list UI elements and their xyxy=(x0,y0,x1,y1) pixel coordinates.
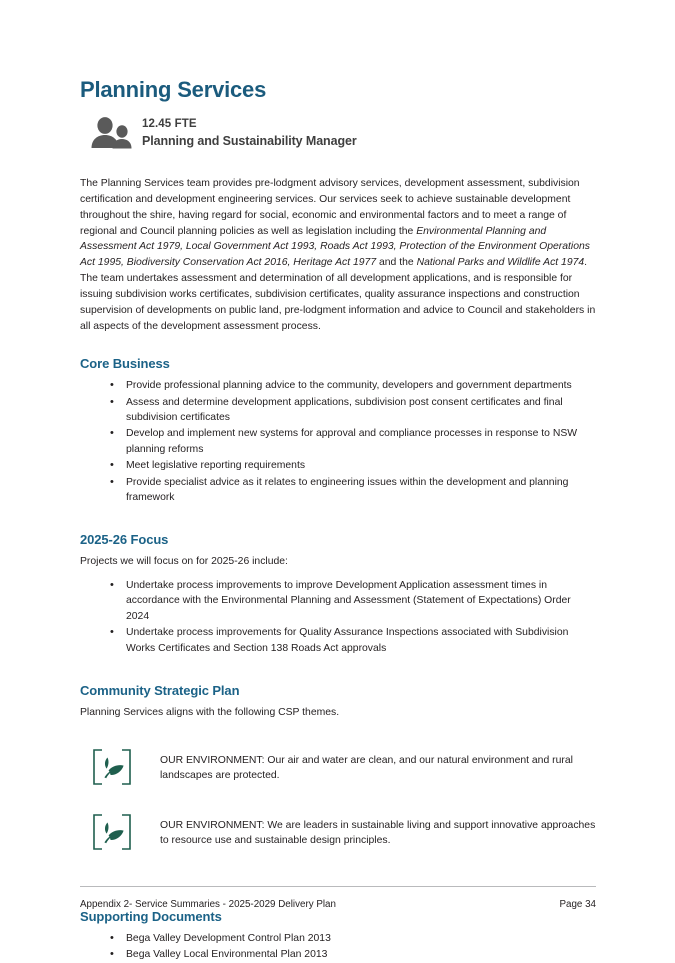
footer-row xyxy=(80,899,596,910)
page-content xyxy=(80,78,596,963)
csp-intro: Planning Services aligns with the following CSP themes. xyxy=(80,707,340,718)
list-item: • Provide professional planning advice to the community, developers and government departments xyxy=(80,378,596,393)
list-item: • Bega Valley Development Control Plan 2013 xyxy=(80,931,596,946)
intro-paragraph xyxy=(80,176,596,334)
spacer xyxy=(80,506,596,532)
fte-text xyxy=(142,117,357,149)
intro-acts-1: Environmental Planning and Assessment Act 1979, Local Government Act 1993, Roads Act 1993, Protection of the Environment Operations Act 1995, Biodiversity Conservation Act 2016, Heritage Act 1977 xyxy=(80,225,590,269)
list-item: • Undertake process improvements to improve Development Application assessment times in accordance with the Environmental Planning and Assessment (Statement of Expectations) Order 2024 xyxy=(80,578,596,624)
footer-document-label: Appendix 2- Service Summaries - 2025-2029 Delivery Plan xyxy=(80,899,336,910)
page-footer xyxy=(80,886,596,910)
fte-role: Planning and Sustainability Manager xyxy=(142,133,357,148)
core-business-list xyxy=(80,378,596,505)
intro-part-1: The Planning Services team provides pre-lodgment advisory services, development assessment, subdivision certification and development engineering services. Our services seek to achieve sustainable development throughout the shire, having regard for social, economic and environmental factors and to meet a range of regional and Council planning policies as well as legislation including the xyxy=(80,178,580,237)
list-item: • Meet legislative reporting requirements xyxy=(80,458,596,473)
people-icon xyxy=(88,116,134,150)
spacer xyxy=(80,657,596,683)
footer-page-number: Page 34 xyxy=(559,899,596,910)
list-item: • Bega Valley Local Environmental Plan 2013 xyxy=(80,947,596,962)
footer-divider xyxy=(80,886,596,887)
csp-theme-row xyxy=(80,810,596,857)
leaf-environment-icon xyxy=(90,745,134,792)
section-heading-csp: Community Strategic Plan xyxy=(80,683,240,698)
list-item: • Develop and implement new systems for approval and compliance processes in response to NSW planning reforms xyxy=(80,426,596,457)
intro-part-3: . The team undertakes assessment and determination of all development applications, and is responsible for issuing subdivision works certificates, subdivision certificates, quality assurance inspections and construction supervision of developments on public land, pre-lodgment information and advice to Council and stakeholders in all aspects of the development assessment process. xyxy=(80,257,596,332)
list-item: • Undertake process improvements for Quality Assurance Inspections associated with Subdivision Works Certificates and Section 138 Roads Act approvals xyxy=(80,625,596,656)
intro-part-2: and the xyxy=(376,257,417,269)
section-heading-supporting-documents: Supporting Documents xyxy=(80,908,222,924)
fte-value: 12.45 FTE xyxy=(142,117,197,130)
csp-theme-text: OUR ENVIRONMENT: Our air and water are clean, and our natural environment and rural landscapes are protected. xyxy=(160,754,573,782)
section-heading-core-business: Core Business xyxy=(80,356,170,372)
focus-list xyxy=(80,578,596,656)
supporting-documents-list xyxy=(80,931,596,963)
section-heading-focus: 2025-26 Focus xyxy=(80,532,169,548)
fte-summary xyxy=(80,116,596,150)
leaf-environment-icon xyxy=(90,810,134,857)
page-title: Planning Services xyxy=(80,77,267,102)
list-item: • Assess and determine development applications, subdivision post consent certificates and final subdivision certificates xyxy=(80,395,596,426)
focus-intro: Projects we will focus on for 2025-26 include: xyxy=(80,556,288,568)
intro-acts-2: National Parks and Wildlife Act 1974 xyxy=(416,257,585,269)
spacer xyxy=(80,729,596,745)
csp-theme-text: OUR ENVIRONMENT: We are leaders in sustainable living and support innovative approaches to resource use and sustainable design principles. xyxy=(160,819,596,847)
csp-theme-row xyxy=(80,745,596,792)
list-item: • Provide specialist advice as it relates to engineering issues within the development and planning framework xyxy=(80,475,596,506)
